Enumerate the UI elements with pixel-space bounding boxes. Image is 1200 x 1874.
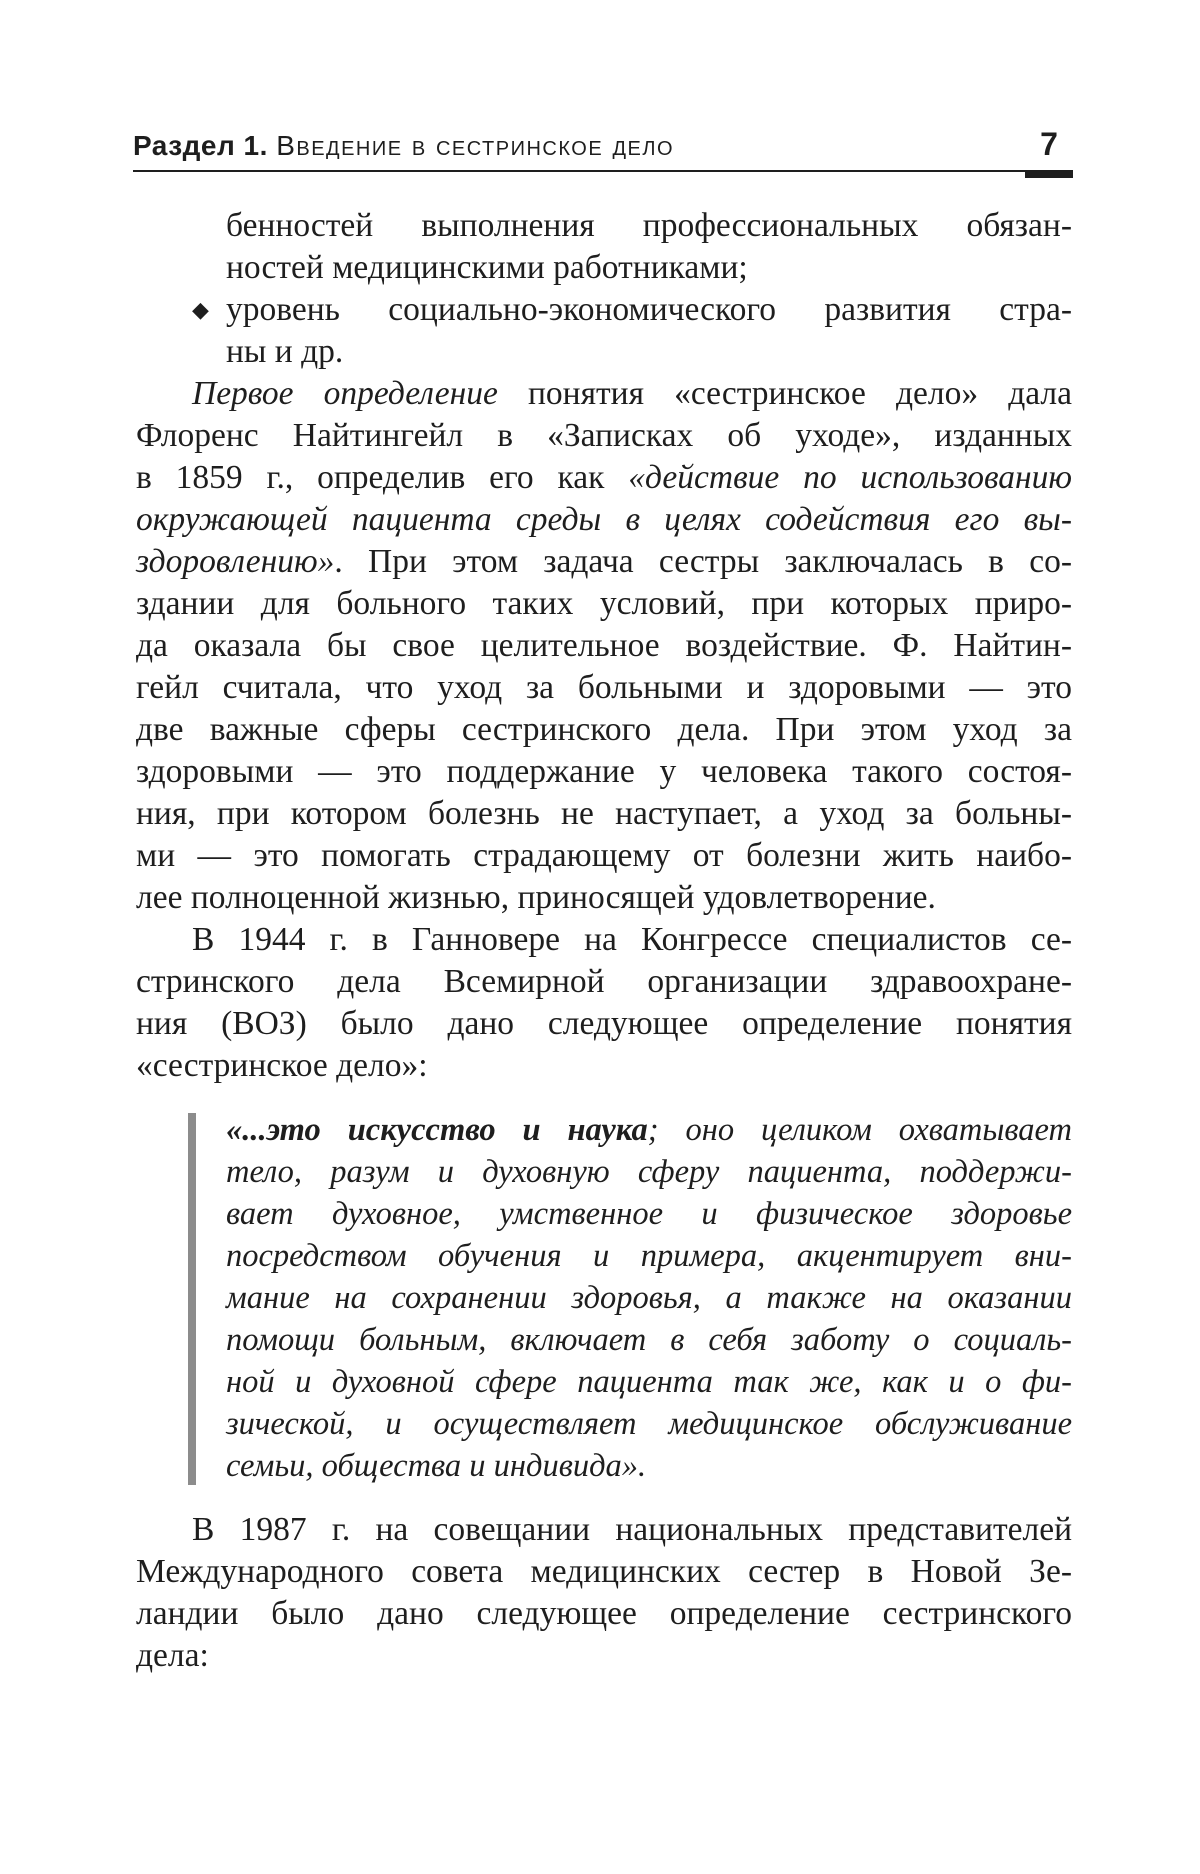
paragraph-line: ния (ВОЗ) было дано следующее определение понятия — [136, 1005, 1072, 1042]
paragraph-line: здоровлению». При этом задача сестры заключалась в со- — [136, 543, 1072, 580]
spacer — [136, 1087, 1072, 1109]
paragraph-line: В 1987 г. на совещании национальных представителей — [192, 1511, 1072, 1548]
paragraph-line: здании для больного таких условий, при которых приро- — [136, 585, 1072, 622]
bullet-item-1-line-1: бенностей выполнения профессиональных обязан- — [226, 207, 1072, 244]
quote-line: помощи больным, включает в себя заботу о социаль- — [226, 1322, 1072, 1358]
section-title: Введение в сестринское дело — [276, 130, 675, 161]
running-header-title — [133, 130, 674, 162]
paragraph-line: Международного совета медицинских сестер в Новой Зе- — [136, 1553, 1072, 1590]
quote-line: зической, и осуществляет медицинское обслуживание — [226, 1406, 1072, 1442]
paragraph-line: окружающей пациента среды в целях содействия его вы- — [136, 501, 1072, 538]
paragraph-line: да оказала бы свое целительное воздействие. Ф. Найтин- — [136, 627, 1072, 664]
spacer — [136, 1487, 1072, 1509]
bullet-item-2-line-1: ◆ уровень социально-экономического развития стра- — [136, 289, 1072, 331]
paragraph-line: здоровыми — это поддержание у человека такого состоя- — [136, 753, 1072, 790]
quote-line: ной и духовной сфере пациента так же, как и о фи- — [226, 1364, 1072, 1400]
paragraph-line: стринского дела Всемирной организации здравоохране- — [136, 963, 1072, 1000]
section-label: Раздел 1. — [133, 130, 268, 161]
quote-line: «...это искусство и наука; оно целиком охватывает — [226, 1112, 1072, 1148]
paragraph-line: Первое определение понятия «сестринское дело» дала — [192, 375, 1072, 412]
paragraph-line: Флоренс Найтингейл в «Записках об уходе», изданных — [136, 417, 1072, 454]
bullet-item-2-line-2: ны и др. — [226, 333, 344, 370]
paragraph-line: «сестринское дело»: — [136, 1047, 428, 1084]
paragraph-nightingale — [136, 373, 1072, 919]
running-header — [133, 126, 1073, 172]
page-number-bar — [1025, 170, 1073, 178]
diamond-bullet-icon: ◆ — [192, 297, 209, 322]
paragraph-who-1944 — [136, 919, 1072, 1087]
bullet-item-1-line-2: ностей медицинскими работниками; — [226, 249, 748, 286]
paragraph-line: ландии было дано следующее определение сестринского — [136, 1595, 1072, 1632]
body-text — [136, 205, 1072, 1677]
quote-bar — [188, 1113, 196, 1485]
paragraph-line: В 1944 г. в Ганновере на Конгрессе специалистов се- — [192, 921, 1072, 958]
paragraph-line: гейл считала, что уход за больными и здоровыми — это — [136, 669, 1072, 706]
quote-line: семьи, общества и индивида». — [226, 1448, 647, 1484]
paragraph-line: лее полноценной жизнью, приносящей удовлетворение. — [136, 879, 936, 916]
paragraph-line: ми — это помогать страдающему от болезни жить наибо- — [136, 837, 1072, 874]
quote-line: вает духовное, умственное и физическое здоровье — [226, 1196, 1072, 1232]
paragraph-line: дела: — [136, 1637, 209, 1674]
bullet-list — [136, 205, 1072, 373]
quote-line: посредством обучения и примера, акцентирует вни- — [226, 1238, 1072, 1274]
paragraph-line: две важные сферы сестринского дела. При этом уход за — [136, 711, 1072, 748]
page-number: 7 — [1040, 126, 1058, 162]
paragraph-icn-1987 — [136, 1509, 1072, 1677]
quote-line: мание на сохранении здоровья, а также на оказании — [226, 1280, 1072, 1316]
block-quote — [188, 1109, 1072, 1487]
paragraph-line: в 1859 г., определив его как «действие по использованию — [136, 459, 1073, 496]
quote-line: тело, разум и духовную сферу пациента, поддержи- — [226, 1154, 1072, 1190]
paragraph-line: ния, при котором болезнь не наступает, а уход за больны- — [136, 795, 1072, 832]
